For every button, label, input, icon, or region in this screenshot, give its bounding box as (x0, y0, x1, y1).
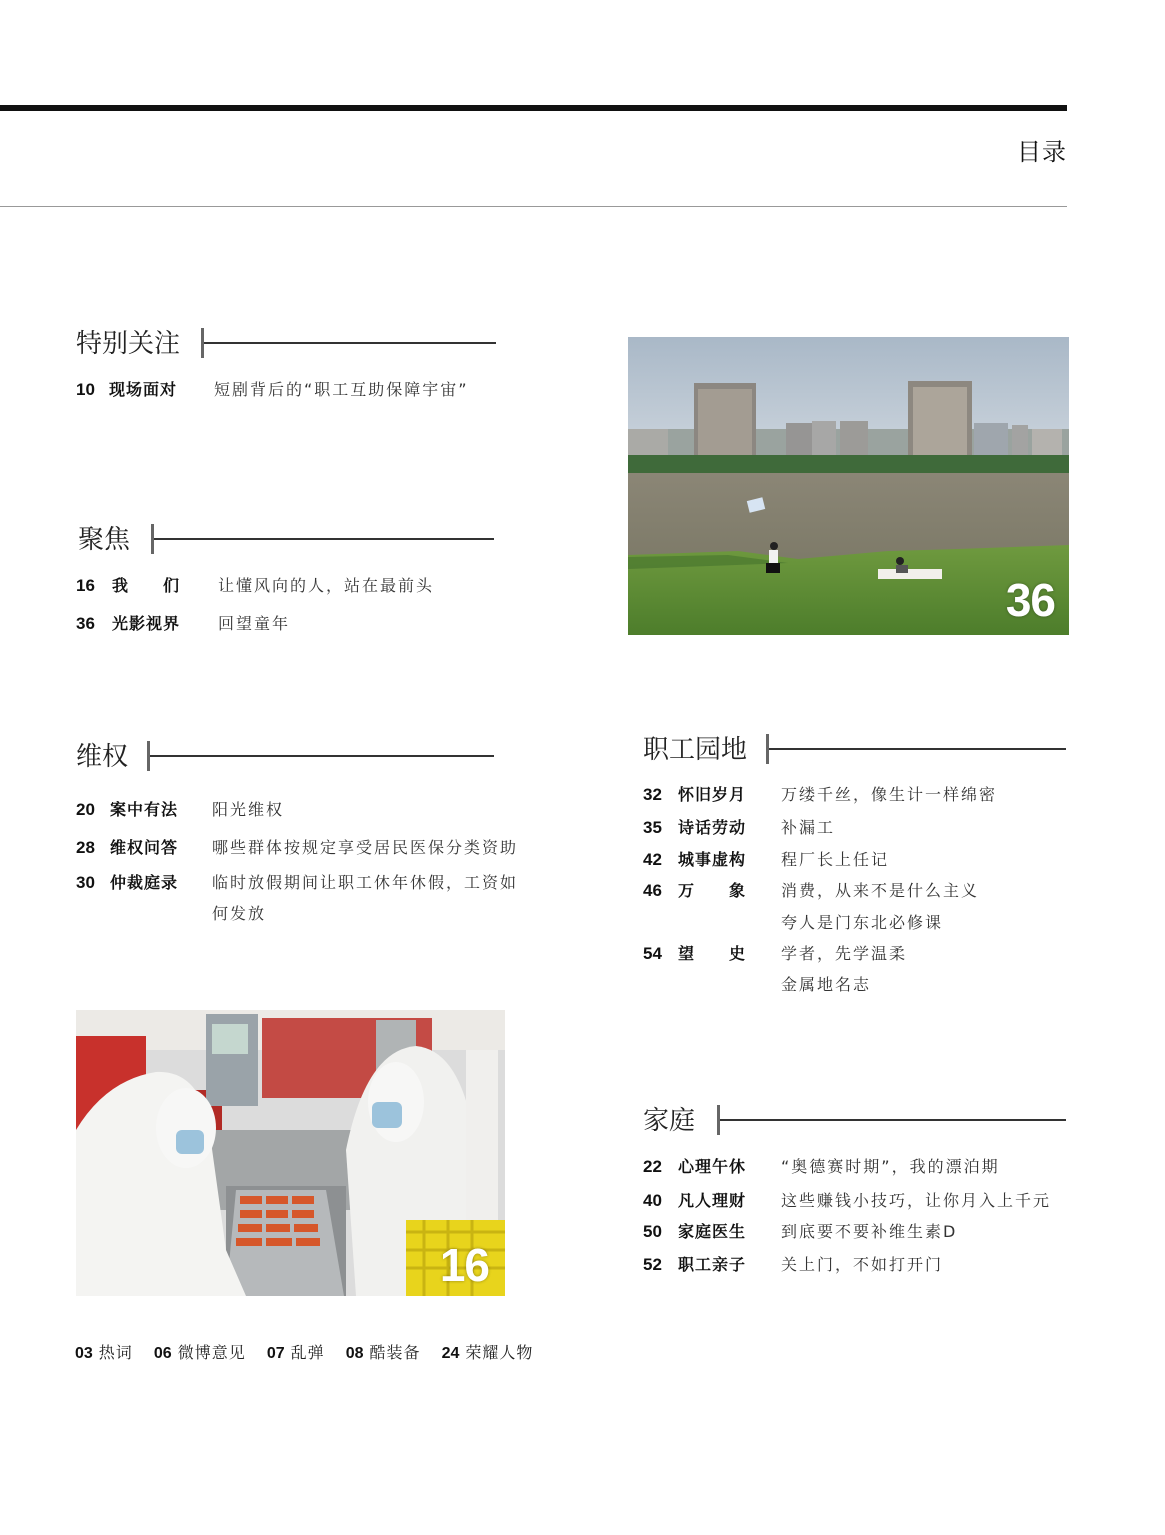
page-number: 22 (643, 1157, 662, 1176)
article-title: 消费，从来不是什么主义 (781, 881, 980, 900)
column-name: 仲裁庭录 (110, 873, 179, 892)
column-name: 现场面对 (109, 380, 178, 399)
section-rule (154, 538, 494, 540)
article-title: 短剧背后的“职工互助保障宇宙” (214, 380, 469, 399)
page-number: 35 (643, 818, 662, 837)
page-number: 10 (76, 380, 95, 399)
column-name: 诗话劳动 (678, 818, 747, 837)
footer-index (75, 1340, 549, 1363)
column-name: 凡人理财 (678, 1191, 747, 1210)
page-number: 30 (76, 873, 95, 892)
page-title: 目录 (1017, 138, 1067, 166)
section-title: 维权 (76, 742, 129, 772)
section-rule (150, 755, 494, 757)
page-number: 42 (643, 850, 662, 869)
article-title-second[interactable]: 夸人是门东北必修课 (781, 913, 944, 932)
footer-page-number: 03 (75, 1345, 93, 1362)
article-title: 关上门，不如打开门 (781, 1255, 944, 1274)
section-header-garden (643, 732, 1066, 768)
article-title: “奥德赛时期”，我的漂泊期 (781, 1157, 1000, 1176)
footer-page-number: 06 (153, 1345, 172, 1362)
column-name: 心理午休 (678, 1157, 747, 1176)
article-title: 这些赚钱小技巧，让你月入上千元 (781, 1191, 1052, 1210)
page-number: 36 (76, 614, 95, 633)
page-number: 28 (76, 838, 95, 857)
column-name: 怀旧岁月 (678, 785, 747, 804)
section-header-rights (76, 739, 494, 775)
section-rule (204, 342, 496, 344)
section-title: 职工园地 (643, 735, 748, 765)
article-title: 到底要不要补维生素D (781, 1222, 958, 1241)
section-title: 特别关注 (76, 329, 181, 359)
section-rule (769, 748, 1066, 750)
page-number: 40 (643, 1191, 662, 1210)
column-name: 望 史 (678, 944, 747, 963)
section-title: 聚焦 (78, 525, 131, 555)
article-title: 万缕千丝，像生计一样绵密 (781, 785, 998, 804)
column-name: 案中有法 (110, 800, 179, 819)
column-name: 职工亲子 (678, 1255, 747, 1274)
page-number: 16 (76, 576, 95, 595)
top-rule (0, 105, 1067, 111)
page-number: 52 (643, 1255, 662, 1274)
footer-page-number: 08 (345, 1345, 364, 1362)
column-name: 光影视界 (112, 614, 181, 633)
section-header-special (76, 326, 496, 362)
article-title: 哪些群体按规定享受居民医保分类资助 (212, 838, 519, 857)
footer-column-link[interactable]: 热词 (98, 1343, 133, 1362)
footer-column-link[interactable]: 荣耀人物 (465, 1343, 534, 1362)
column-name: 我 们 (112, 576, 181, 595)
article-title-continued: 何发放 (212, 904, 267, 923)
article-title: 阳光维权 (212, 800, 285, 819)
page-number: 54 (643, 944, 662, 963)
river-kite-image (628, 337, 1069, 635)
footer-column-link[interactable]: 微博意见 (177, 1343, 246, 1362)
photo-page-number: 36 (1005, 574, 1055, 626)
section-header-focus (78, 522, 494, 558)
column-name: 城事虚构 (678, 850, 747, 869)
page-number: 46 (643, 881, 662, 900)
column-name: 家庭医生 (678, 1222, 747, 1241)
article-title: 补漏工 (781, 818, 836, 837)
column-name: 万 象 (678, 881, 747, 900)
section-header-family (643, 1103, 1066, 1139)
article-title-second[interactable]: 金属地名志 (781, 975, 872, 994)
page-number: 20 (76, 800, 95, 819)
article-title: 让懂风向的人，站在最前头 (218, 576, 435, 595)
photo-page-number: 16 (439, 1239, 489, 1291)
section-rule (720, 1119, 1066, 1121)
article-title: 程厂长上任记 (781, 850, 890, 869)
header-divider (0, 206, 1067, 207)
section-title: 家庭 (643, 1106, 696, 1136)
factory-photo[interactable] (76, 1010, 505, 1296)
article-title: 学者，先学温柔 (781, 944, 908, 963)
article-title: 回望童年 (218, 614, 291, 633)
article-title: 临时放假期间让职工休年休假，工资如 (212, 873, 519, 892)
page-number: 32 (643, 785, 662, 804)
footer-column-link[interactable]: 乱弹 (290, 1343, 325, 1362)
column-name: 维权问答 (110, 838, 179, 857)
footer-page-number: 07 (266, 1345, 285, 1362)
river-kite-photo[interactable] (628, 337, 1069, 635)
footer-page-number: 24 (441, 1345, 460, 1362)
page-number: 50 (643, 1222, 662, 1241)
footer-column-link[interactable]: 酷装备 (369, 1343, 421, 1362)
